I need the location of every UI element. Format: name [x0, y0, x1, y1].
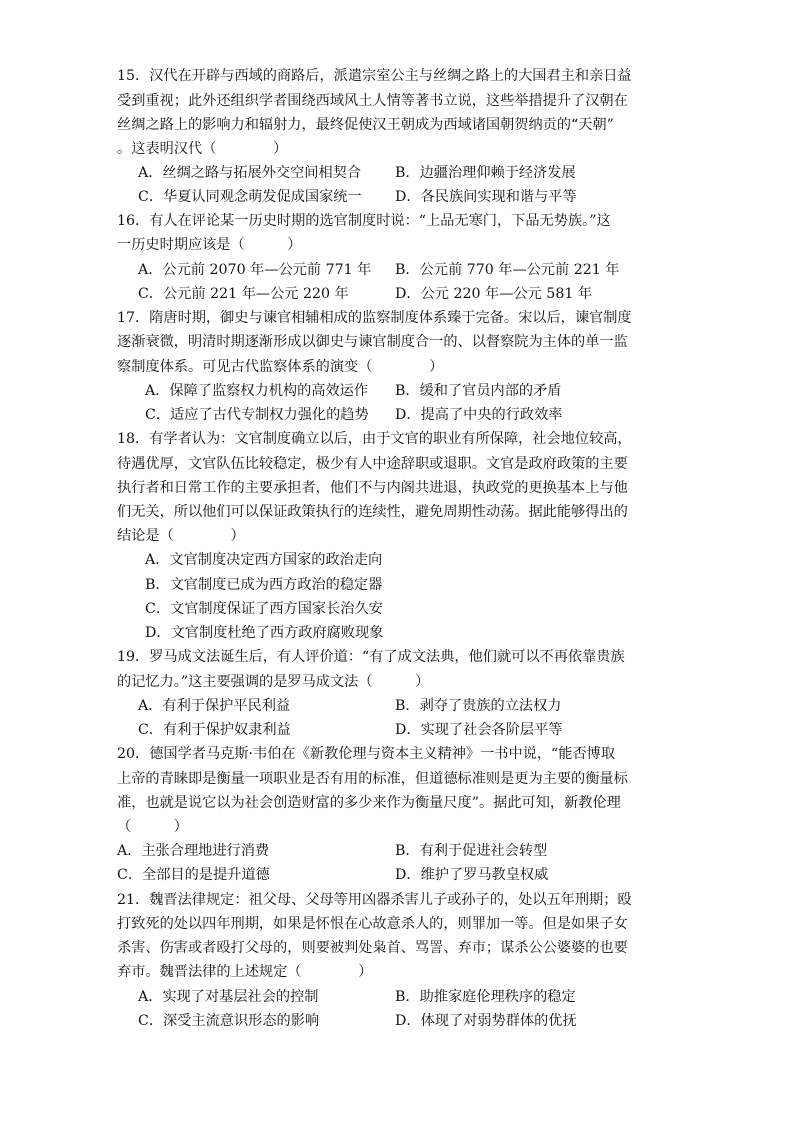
question-18-stem-line-3: 执行者和日常工作的主要承担者，他们不与内阁共进退，执政党的更换基本上与他 [117, 480, 628, 496]
question-21-option-a[interactable]: A．实现了对基层社会的控制 [138, 989, 319, 1005]
question-18-option-d[interactable]: D．文官制度杜绝了西方政府腐败现象 [145, 625, 384, 641]
question-21-option-c[interactable]: C．深受主流意识形态的影响 [138, 1013, 320, 1029]
question-20-option-c[interactable]: C．全部目的是提升道德 [117, 867, 270, 883]
question-19-option-d[interactable]: D．实现了社会各阶层平等 [395, 722, 563, 738]
question-19-option-b[interactable]: B．剥夺了贵族的立法权力 [395, 698, 562, 714]
question-17-option-d[interactable]: D．提高了中央的行政效率 [395, 407, 563, 423]
question-16-stem-line-2: 一历史时期应该是（ ） [117, 237, 302, 253]
question-19-option-c[interactable]: C．有利于保护奴隶利益 [138, 722, 291, 738]
question-19-stem-line-2: 的记忆力。”这主要强调的是罗马成文法（ ） [117, 674, 430, 690]
question-17-option-b[interactable]: B．缓和了官员内部的矛盾 [395, 383, 562, 399]
question-15-stem-line-3: 丝绸之路上的影响力和辐射力，最终促使汉王朝成为西域诸国朝贺纳贡的“天朝” [117, 117, 614, 133]
question-16-option-a[interactable]: A．公元前 2070 年—公元前 771 年 [138, 262, 372, 278]
question-15-stem-line-4: 。这表明汉代（ ） [117, 141, 288, 157]
question-20-stem-line-4: （ ） [117, 819, 188, 835]
question-21-option-d[interactable]: D．体现了对弱势群体的优抚 [395, 1013, 577, 1029]
question-18-option-c[interactable]: C．文官制度保证了西方国家长治久安 [145, 601, 383, 617]
question-18-stem-line-2: 待遇优厚，文官队伍比较稳定，极少有人中途辞职或退职。文官是政府政策的主要 [117, 456, 628, 472]
question-15-option-b[interactable]: B．边疆治理仰赖于经济发展 [395, 165, 576, 181]
question-15-option-c[interactable]: C．华夏认同观念萌发促成国家统一 [138, 189, 362, 205]
question-16-option-b[interactable]: B．公元前 770 年—公元前 221 年 [395, 262, 620, 278]
question-21-stem-line-2: 打致死的处以四年刑期，如果是怀恨在心故意杀人的，则罪加一等。但是如果子女 [117, 916, 628, 932]
question-17-stem-line-2: 逐渐衰微，明清时期逐渐形成以御史与谏官制度合一的、以督察院为主体的单一监 [117, 334, 628, 350]
question-18-option-b[interactable]: B．文官制度已成为西方政治的稳定器 [145, 577, 383, 593]
question-15-option-d[interactable]: D．各民族间实现和谐与平等 [395, 189, 577, 205]
question-21-stem-line-4: 弃市。魏晋法律的上述规定（ ） [117, 964, 373, 980]
question-15-stem-line-2: 受到重视；此外还组织学者围绕西域风土人情等著书立说，这些举措提升了汉朝在 [117, 93, 628, 109]
question-20-stem-line-3: 准，也就是说它以为社会创造财富的多少来作为衡量尺度”。据此可知，新教伦理 [117, 795, 621, 811]
question-20-stem-line-1: 20．德国学者马克斯·韦伯在《新教伦理与资本主义精神》一书中说，“能否博取 [117, 746, 616, 762]
question-19-option-a[interactable]: A．有利于保护平民利益 [138, 698, 291, 714]
question-17-option-a[interactable]: A．保障了监察权力机构的高效运作 [145, 383, 369, 399]
question-20-stem-line-2: 上帝的青睐即是衡量一项职业是否有用的标准，但道德标准则是更为主要的衡量标 [117, 771, 628, 787]
question-20-option-d[interactable]: D．维护了罗马教皇权威 [395, 867, 549, 883]
question-19-stem-line-1: 19．罗马成文法诞生后，有人评价道：“有了成文法典，他们就可以不再依靠贵族 [117, 649, 625, 665]
question-16-option-c[interactable]: C．公元前 221 年—公元 220 年 [138, 286, 349, 302]
question-21-stem-line-1: 21．魏晋法律规定：祖父母、父母等用凶器杀害儿子或孙子的，处以五年刑期；殴 [117, 892, 632, 908]
question-15-option-a[interactable]: A．丝绸之路与拓展外交空间相契合 [138, 165, 362, 181]
question-17-stem-line-1: 17．隋唐时期，御史与谏官相辅相成的监察制度体系臻于完备。宋以后，谏官制度 [117, 310, 632, 326]
question-16-option-d[interactable]: D．公元 220 年—公元 581 年 [395, 286, 593, 302]
question-15-stem-line-1: 15．汉代在开辟与西域的商路后，派遣宗室公主与丝绸之路上的大国君主和亲日益 [117, 68, 632, 84]
question-18-stem-line-1: 18．有学者认为：文官制度确立以后，由于文官的职业有所保障，社会地位较高， [117, 431, 632, 447]
question-21-stem-line-3: 杀害、伤害或者殴打父母的，则要被判处枭首、骂詈、弃市；谋杀公公婆婆的也要 [117, 940, 628, 956]
question-20-option-a[interactable]: A．主张合理地进行消费 [117, 843, 270, 859]
question-18-option-a[interactable]: A．文官制度决定西方国家的政治走向 [145, 552, 383, 568]
question-16-stem-line-1: 16．有人在评论某一历史时期的选官制度时说：“上品无寒门，下品无势族。”这 [117, 213, 611, 229]
question-17-option-c[interactable]: C．适应了古代专制权力强化的趋势 [145, 407, 369, 423]
question-20-option-b[interactable]: B．有利于促进社会转型 [395, 843, 548, 859]
question-17-stem-line-3: 察制度体系。可见古代监察体系的演变（ ） [117, 359, 444, 375]
question-18-stem-line-4: 们无关，所以他们可以保证政策执行的连续性，避免周期性动荡。据此能够得出的 [117, 504, 628, 520]
question-18-stem-line-5: 结论是（ ） [117, 528, 245, 544]
question-21-option-b[interactable]: B．助推家庭伦理秩序的稳定 [395, 989, 576, 1005]
